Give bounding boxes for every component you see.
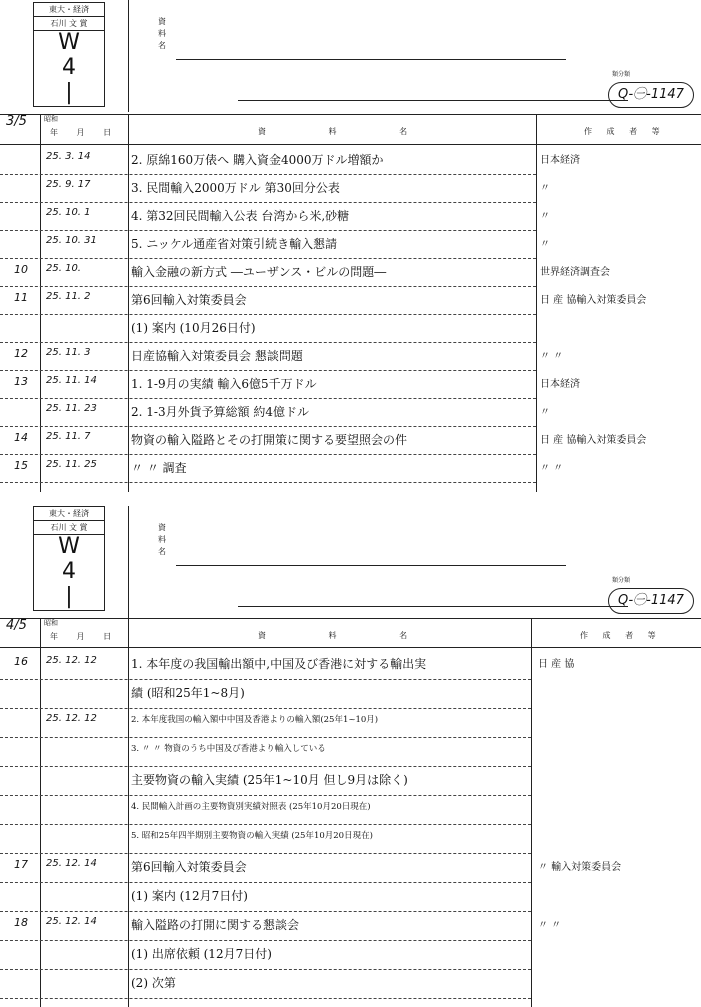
row-title: 第6回輸入対策委員会	[131, 293, 247, 307]
row-title: 輸入金融の新方式 ―ユーザンス・ビルの問題―	[131, 265, 387, 279]
row-rule	[0, 737, 531, 738]
row-title: 2. 本年度我国の輸入額中中国及香港よりの輸入額(25年1~10月)	[131, 715, 379, 725]
header-author: 作 成 者 等	[580, 631, 662, 640]
row-number: 17	[14, 858, 28, 871]
row-author: 〃 〃	[538, 920, 562, 931]
stamp-org: 東大・経済	[34, 507, 104, 521]
row-number: 14	[14, 431, 28, 444]
row-title: 4. 第32回民間輸入公表 台湾から米,砂糖	[131, 209, 350, 223]
archive-stamp	[33, 506, 105, 611]
row-date: 25. 10. 31	[46, 235, 97, 246]
row-date: 25. 12. 14	[46, 858, 97, 869]
header-ymd: 年 月 日	[50, 128, 120, 137]
row-rule	[0, 824, 531, 825]
stamp-code-bar: |	[65, 584, 73, 609]
row-number: 12	[14, 347, 28, 360]
row-title: 3. 〃 〃 物資のうち中国及び香港より輸入している	[131, 744, 326, 754]
row-rule	[0, 795, 531, 796]
row-rule	[0, 202, 536, 203]
header-title: 資 料 名	[258, 127, 438, 136]
row-date: 25. 10.	[46, 263, 81, 274]
row-title: 5. 昭和25年四半期別主要物資の輸入実績 (25年10月20日現在)	[131, 831, 373, 841]
row-rule	[0, 766, 531, 767]
row-author: 世界経済調査会	[540, 267, 610, 278]
row-rule	[0, 426, 536, 427]
row-date: 25. 12. 12	[46, 713, 97, 724]
row-title: 4. 民間輸入計画の主要物資別実績対照表 (25年10月20日現在)	[131, 802, 371, 812]
row-title: 物資の輸入隘路とその打開策に関する要望照会の件	[131, 433, 408, 447]
row-rule	[0, 454, 536, 455]
row-date: 25. 3. 14	[46, 151, 91, 162]
archive-stamp	[33, 2, 105, 107]
row-title: (1) 案内 (10月26日付)	[131, 321, 256, 335]
row-rule	[0, 230, 536, 231]
row-title: 日産協輸入対策委員会 懇談問題	[131, 349, 303, 363]
row-title: (1) 案内 (12月7日付)	[131, 889, 248, 903]
row-title: 主要物資の輸入実績 (25年1~10月 但し9月は除く)	[131, 773, 408, 787]
row-rule	[0, 882, 531, 883]
row-rule	[0, 370, 536, 371]
row-date: 25. 11. 23	[46, 403, 97, 414]
row-title: 績 (昭和25年1~8月)	[131, 686, 245, 700]
row-rule	[0, 174, 536, 175]
row-author: 〃 〃	[540, 463, 564, 474]
row-number: 18	[14, 916, 28, 929]
row-rule	[0, 398, 536, 399]
row-author: 日 産 協輸入対策委員会	[540, 295, 647, 306]
row-title: (1) 出席依頼 (12月7日付)	[131, 947, 272, 961]
header-ymd: 年 月 日	[50, 632, 120, 641]
stamp-code-4: 4	[62, 559, 76, 584]
stamp-name: 石川 文 賞	[34, 17, 104, 31]
header-title: 資 料 名	[258, 631, 438, 640]
row-rule	[0, 708, 531, 709]
row-number: 11	[14, 291, 28, 304]
row-rule	[0, 853, 531, 854]
class-code: Q-㊀-1147	[608, 82, 694, 108]
row-title: 1. 本年度の我国輸出額中,中国及び香港に対する輸出実	[131, 657, 427, 671]
row-author: 日本経済	[540, 155, 580, 166]
row-rule	[0, 679, 531, 680]
row-date: 25. 11. 7	[46, 431, 91, 442]
row-title: 2. 1-3月外貨予算総額 約4億ドル	[131, 405, 310, 419]
row-author: 日 産 協輸入対策委員会	[540, 435, 647, 446]
row-date: 25. 12. 12	[46, 655, 97, 666]
row-rule	[0, 940, 531, 941]
row-title: 輸入隘路の打開に関する懇談会	[131, 918, 300, 932]
stamp-code-w: W	[58, 30, 80, 55]
row-date: 25. 11. 3	[46, 347, 91, 358]
doc-label: 資 料 名	[158, 17, 166, 50]
stamp-code-4: 4	[62, 55, 76, 80]
header-author: 作 成 者 等	[584, 127, 666, 136]
row-rule	[0, 911, 531, 912]
row-date: 25. 11. 25	[46, 459, 97, 470]
row-title: 1. 1-9月の実績 輸入6億5千万ドル	[131, 377, 317, 391]
row-rule	[0, 482, 536, 483]
row-date: 25. 10. 1	[46, 207, 91, 218]
row-title: 2. 原綿160万俵へ 購入資金4000万ドル増額か	[131, 153, 384, 167]
class-tag: 類分類	[612, 577, 631, 584]
class-tag: 類分類	[612, 71, 631, 78]
row-rule	[0, 342, 536, 343]
stamp-name: 石川 文 賞	[34, 521, 104, 535]
row-rule	[0, 286, 536, 287]
row-rule	[0, 998, 531, 999]
row-date: 25. 11. 14	[46, 375, 97, 386]
row-title: 第6回輸入対策委員会	[131, 860, 247, 874]
row-number: 16	[14, 655, 28, 668]
row-rule	[0, 969, 531, 970]
stamp-org: 東大・経済	[34, 3, 104, 17]
row-author: 日 産 協	[538, 659, 575, 670]
row-author: 〃	[540, 407, 550, 418]
row-author: 〃	[540, 183, 550, 194]
row-title: 〃 〃 調査	[131, 461, 187, 475]
row-title: 5. ニッケル通産省対策引続き輸入懇請	[131, 237, 338, 251]
row-author: 〃	[540, 211, 550, 222]
header-era: 昭和	[44, 115, 58, 123]
header-era: 昭和	[44, 619, 58, 627]
row-number: 13	[14, 375, 28, 388]
class-code: Q-㊀-1147	[608, 588, 694, 614]
row-author: 〃 〃	[540, 351, 564, 362]
row-rule	[0, 314, 536, 315]
row-date: 25. 12. 14	[46, 916, 97, 927]
row-date: 25. 11. 2	[46, 291, 91, 302]
row-number: 15	[14, 459, 28, 472]
row-title: (2) 次第	[131, 976, 176, 990]
row-author: 〃	[540, 239, 550, 250]
stamp-code-bar: |	[65, 80, 73, 105]
row-date: 25. 9. 17	[46, 179, 91, 190]
row-author: 日本経済	[540, 379, 580, 390]
page-mark: 3/5	[6, 114, 27, 129]
doc-label: 資 料 名	[158, 523, 166, 556]
page-mark: 4/5	[6, 618, 27, 633]
row-number: 10	[14, 263, 28, 276]
row-rule	[0, 258, 536, 259]
row-author: 〃 輸入対策委員会	[538, 862, 622, 873]
stamp-code-w: W	[58, 534, 80, 559]
row-title: 3. 民間輸入2000万ドル 第30回分公表	[131, 181, 340, 195]
